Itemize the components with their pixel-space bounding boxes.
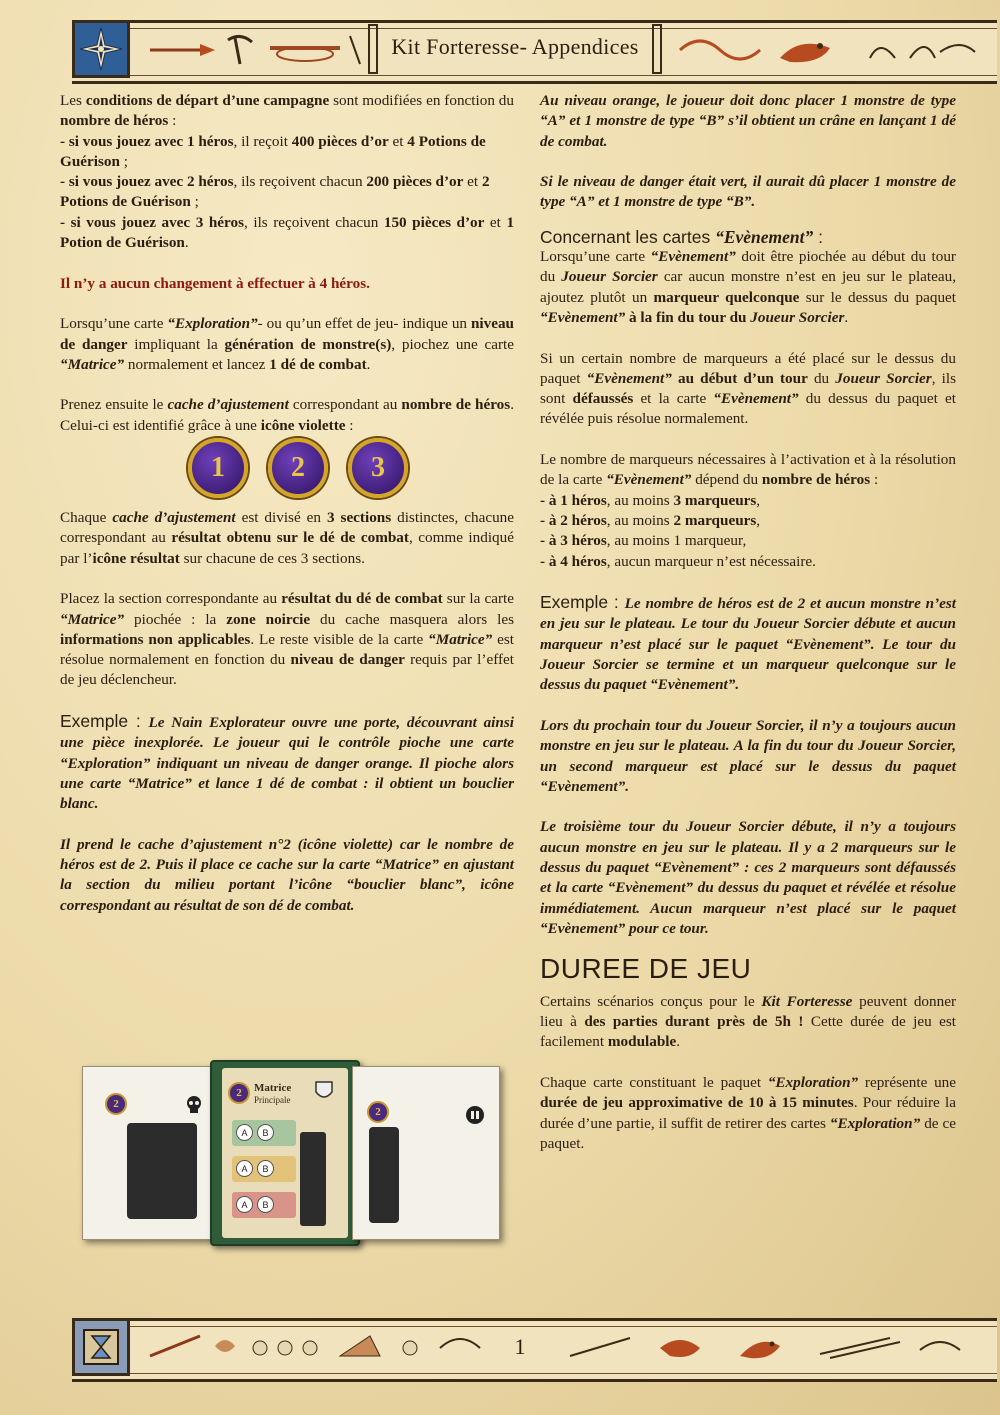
helmet-icon [465, 1105, 485, 1125]
violet-icon: 2 [367, 1101, 389, 1123]
events-paragraph: Lorsqu’une carte “Evènement” doit être piochée au début du tour du Joueur Sorcier car aucun monstre n’est en jeu sur le plateau, ajoutez plutôt un marqueur quelconque sur le dessus du paquet “Evènement” à la fin du tour du Joueur Sorcier. [540, 248, 956, 326]
right-column [540, 91, 956, 1174]
example-1-continued: Il prend le cache d’ajustement n°2 (icône violette) car le nombre de héros est de 2. Puis il place ce cache sur la carte “Matrice” en ajustant la section du milieu portant l’icône “bouclier blanc”, icône correspondant au résultat de son dé de combat. [60, 835, 514, 914]
exploration-duration-paragraph: Chaque carte constituant le paquet “Exploration” représente une durée de jeu approximative de 10 à 15 minutes. Pour réduire la durée d’une partie, il suffit de retirer des cartes “Exploration” de ce paquet. [540, 1073, 957, 1152]
adjustment-cache-right [352, 1066, 500, 1240]
list-item: - à 2 héros, au moins 2 marqueurs, [540, 511, 761, 529]
matrix-card-title: Matrice Principale [254, 1082, 292, 1105]
cache-sections-paragraph: Chaque cache d’ajustement est divisé en 3 sections distinctes, chacune correspondant au résultat obtenu sur le dé de combat, comme indiqué par l’icône résultat sur chacune de ces 3 sections. [60, 509, 515, 567]
list-item: - si vous jouez avec 2 héros, ils reçoivent chacun 200 pièces d’or et 2 Potions de Guérison ; [60, 173, 490, 211]
matrix-scroll [222, 1068, 348, 1238]
example-1-paragraph: Exemple : Le Nain Explorateur ouvre une porte, découvrant ainsi une pièce inexplorée. Le joueur qui le contrôle pioche une carte “Exploration” indiquant un niveau de danger orange. Il pioche alors une carte “Matrice” et lance 1 dé de combat : il obtient un bouclier blanc. [60, 711, 514, 813]
markers-paragraph: Si un certain nombre de marqueurs a été placé sur le dessus du paquet “Evènement” au début d’un tour du Joueur Sorcier, ils sont défaussés et la carte “Evènement” du dessus du paquet et révélée puis résolue normalement. [540, 349, 957, 428]
adjustment-cache-left [82, 1066, 214, 1240]
green-level-paragraph: Si le niveau de danger était vert, il aurait dû placer 1 monstre de type “A” et 1 monstre de type “B”. [540, 173, 956, 211]
page-title: Kit Forteresse- Appendices [380, 32, 650, 62]
matrix-card-illustration [82, 1060, 498, 1242]
compass-rose-icon [72, 20, 130, 78]
markers-count-paragraph: Le nombre de marqueurs nécessaires à l’activation et à la résolution de la carte “Evènement” dépend du nombre de héros : [540, 451, 956, 489]
campaign-start-paragraph: Les conditions de départ d’une campagne sont modifiées en fonction du nombre de héros : [60, 92, 514, 130]
cache-cover-strip [300, 1132, 326, 1226]
matrix-row-orange: A B [232, 1156, 296, 1182]
adjustment-cache-paragraph: Prenez ensuite le cache d’ajustement correspondant au nombre de héros. Celui-ci est identifié grâce à une icône violette : [60, 396, 514, 434]
exploration-paragraph: Lorsqu’une carte “Exploration”- ou qu’un effet de jeu- indique un niveau de danger impliquant la génération de monstre(s), piochez une carte “Matrice” normalement et lancez 1 dé de combat. [60, 315, 514, 373]
list-item: - à 4 héros, aucun marqueur n’est nécessaire. [540, 552, 816, 570]
no-change-note: Il n’y a aucun changement à effectuer à 4 héros. [60, 274, 370, 292]
black-window [127, 1123, 197, 1219]
events-heading: Concernant les cartes “Evènement” : [540, 226, 824, 247]
page-number: 1 [500, 1334, 540, 1360]
list-item: - si vous jouez avec 1 héros, il reçoit 400 pièces d’or et 4 Potions de Guérison ; [60, 132, 486, 170]
decorative-dragon-icon [670, 28, 990, 72]
hourglass-icon [72, 1318, 130, 1376]
violet-icon: 2 [228, 1082, 250, 1104]
violet-icons-row [188, 438, 514, 498]
matrix-row-green: A B [232, 1120, 296, 1146]
matrix-row-red: A B [232, 1192, 296, 1218]
title-left-bracket [368, 24, 378, 74]
example-2-final: Le troisième tour du Joueur Sorcier débute, il n’y a toujours aucun monstre en jeu sur le plateau. Il y a 2 marqueurs sur le dessus du paquet “Evènement” : ces 2 marqueurs sont défaussés et la carte “Evènement” du dessus du paquet et révélée et résolue immédiatement. Aucun marqueur n’est placé sur le paquet “Evènement” pour ce tour. [540, 818, 956, 937]
shield-icon [314, 1080, 334, 1102]
orange-level-paragraph: Au niveau orange, le joueur doit donc placer 1 monstre de type “A” et 1 monstre de type “B” s’il obtient un crâne en lançant 1 dé de combat. [540, 92, 956, 150]
example-2-paragraph: Exemple : Le nombre de héros est de 2 et aucun monstre n’est en jeu sur le plateau. Le tour du Joueur Sorcier débute et aucun marqueur n’est placé sur le paquet “Evènement”. Le tour du Joueur Sorcier se termine et un marqueur quelconque sur le dessus du paquet “Evènement”. [540, 592, 956, 694]
example-2-continued: Lors du prochain tour du Joueur Sorcier, il n’y a toujours aucun monstre en jeu sur le plateau. A la fin du tour du Joueur Sorcier, un second marqueur est placé sur le dessus du paquet “Evènement”. [540, 716, 956, 795]
black-window [369, 1127, 399, 1223]
title-right-bracket [652, 24, 662, 74]
left-column [60, 91, 514, 936]
duration-section-title: DUREE DE JEU [540, 953, 752, 985]
decorative-dragon-footer-icon [560, 1326, 990, 1370]
skull-icon [185, 1095, 203, 1115]
violet-icon-3: 3 [348, 438, 408, 498]
violet-icon-2: 2 [268, 438, 328, 498]
duration-paragraph: Certains scénarios conçus pour le Kit Forteresse peuvent donner lieu à des parties durant près de 5h ! Cette durée de jeu est facilement modulable. [540, 992, 957, 1051]
violet-icon: 2 [105, 1093, 127, 1115]
violet-icon-1: 1 [188, 438, 248, 498]
matrix-card [210, 1060, 360, 1246]
list-item: - à 3 héros, au moins 1 marqueur, [540, 532, 747, 550]
place-section-paragraph: Placez la section correspondante au résultat du dé de combat sur la carte “Matrice” piochée : la zone noircie du cache masquera alors les informations non applicables. Le reste visible de la carte “Matrice” est résolue normalement en fonction du niveau de danger requis par l’effet de jeu déclencheur. [60, 590, 514, 689]
decorative-weapons-icon [140, 30, 370, 70]
list-item: - si vous jouez avec 3 héros, ils reçoivent chacun 150 pièces d’or et 1 Potion de Guérison. [60, 213, 515, 252]
list-item: - à 1 héros, au moins 3 marqueurs, [540, 491, 761, 509]
decorative-skulls-icon [140, 1326, 490, 1370]
